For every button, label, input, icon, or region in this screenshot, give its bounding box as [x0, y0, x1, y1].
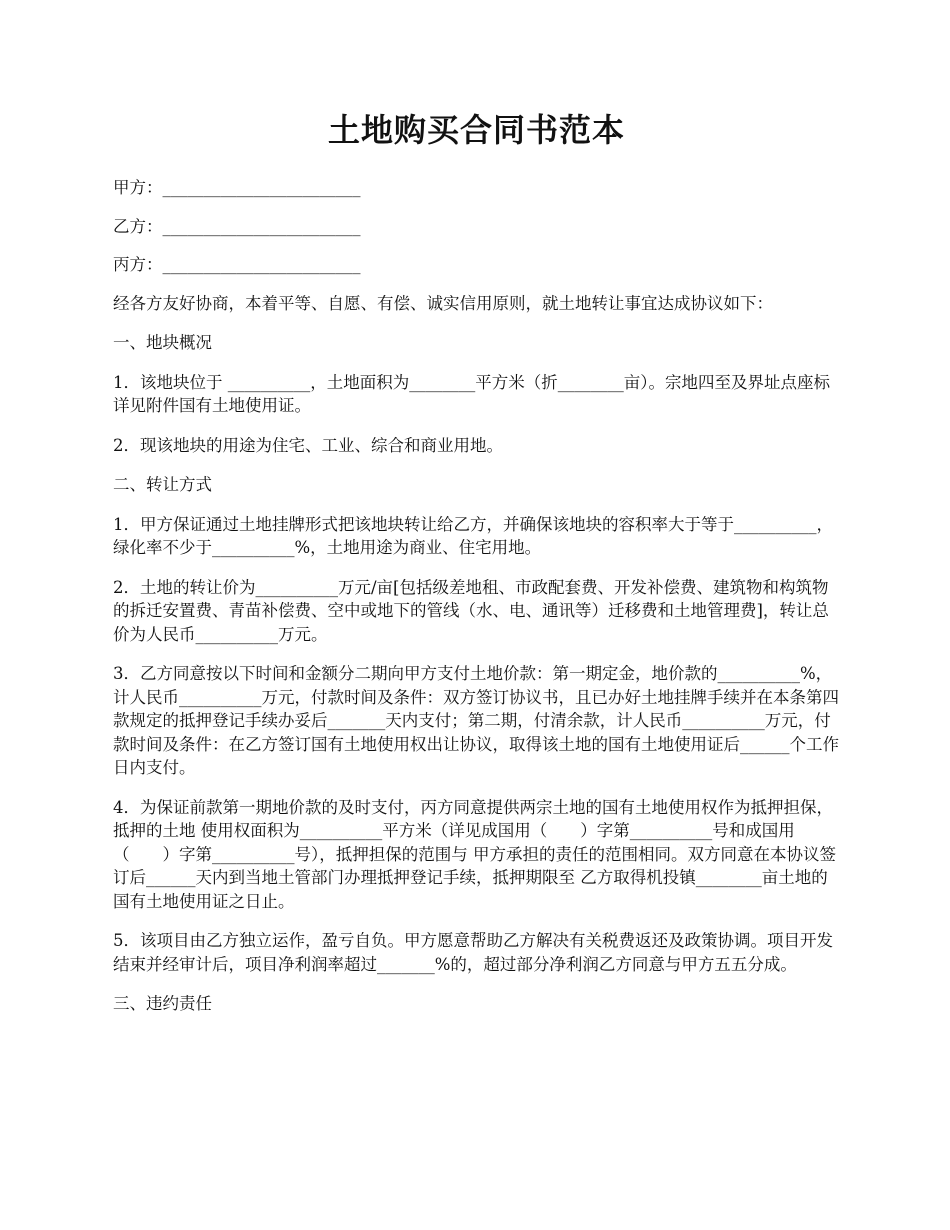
section-heading-plot-overview: 一、地块概况: [113, 333, 212, 352]
document-title: 土地购买合同书范本: [327, 111, 625, 149]
clause-2-4: 4．为保证前款第一期地价款的及时支付，丙方同意提供两宗土地的国有土地使用权作为抵押担保，抵押的土地 使用权面积为__________平方米（详见成国用（ ）字第__________号和成国用（ ）字第__________号），抵押担保的范围与 甲方承担的责任的范围相同。双方同意在本协议签订后______天内到当地土管部门办理抵押登记手续，抵押期限至 乙方取得机投镇________亩土地的国有土地使用证之日止。: [113, 797, 836, 911]
section-heading-transfer-method: 二、转让方式: [113, 475, 212, 494]
clause-2-2: 2．土地的转让价为__________万元/亩[包括级差地租、市政配套费、开发补偿费、建筑物和构筑物的拆迁安置费、青苗补偿费、空中或地下的管线（水、电、通讯等）迁移费和土地管理费]，转让总价为人民币__________万元。: [113, 577, 829, 644]
clause-2-3: 3．乙方同意按以下时间和金额分二期向甲方支付土地价款：第一期定金，地价款的__________%，计人民币__________万元，付款时间及条件：双方签订协议书，且已办好土地挂牌手续并在本条第四款规定的抵押登记手续办妥后_______天内支付；第二期，付清余款，计人民币__________万元，付款时间及条件：在乙方签订国有土地使用权出让协议，取得该土地的国有土地使用证后______个工作日内支付。: [113, 664, 839, 777]
preamble-paragraph: 经各方友好协商，本着平等、自愿、有偿、诚实信用原则，就土地转让事宜达成协议如下：: [113, 293, 773, 313]
clause-1-1: 1．该地块位于 __________，土地面积为________平方米（折________亩）。宗地四至及界址点座标详见附件国有土地使用证。: [113, 372, 830, 415]
party-b-line: 乙方：________________________: [113, 216, 361, 236]
party-c-line: 丙方：________________________: [113, 255, 361, 274]
clause-1-2: 2．现该地块的用途为住宅、工业、综合和商业用地。: [113, 435, 503, 455]
party-a-line: 甲方：________________________: [113, 178, 361, 197]
clause-2-1: 1．甲方保证通过土地挂牌形式把该地块转让给乙方，并确保该地块的容积率大于等于__________，绿化率不少于__________%，土地用途为商业、住宅用地。: [113, 514, 833, 557]
section-heading-liability: 三、违约责任: [113, 994, 212, 1013]
clause-2-5: 5．该项目由乙方独立运作，盈亏自负。甲方愿意帮助乙方解决有关税费返还及政策协调。项目开发结束并经审计后，项目净利润率超过_______%的，超过部分净利润乙方同意与甲方五五分成。: [113, 931, 833, 974]
